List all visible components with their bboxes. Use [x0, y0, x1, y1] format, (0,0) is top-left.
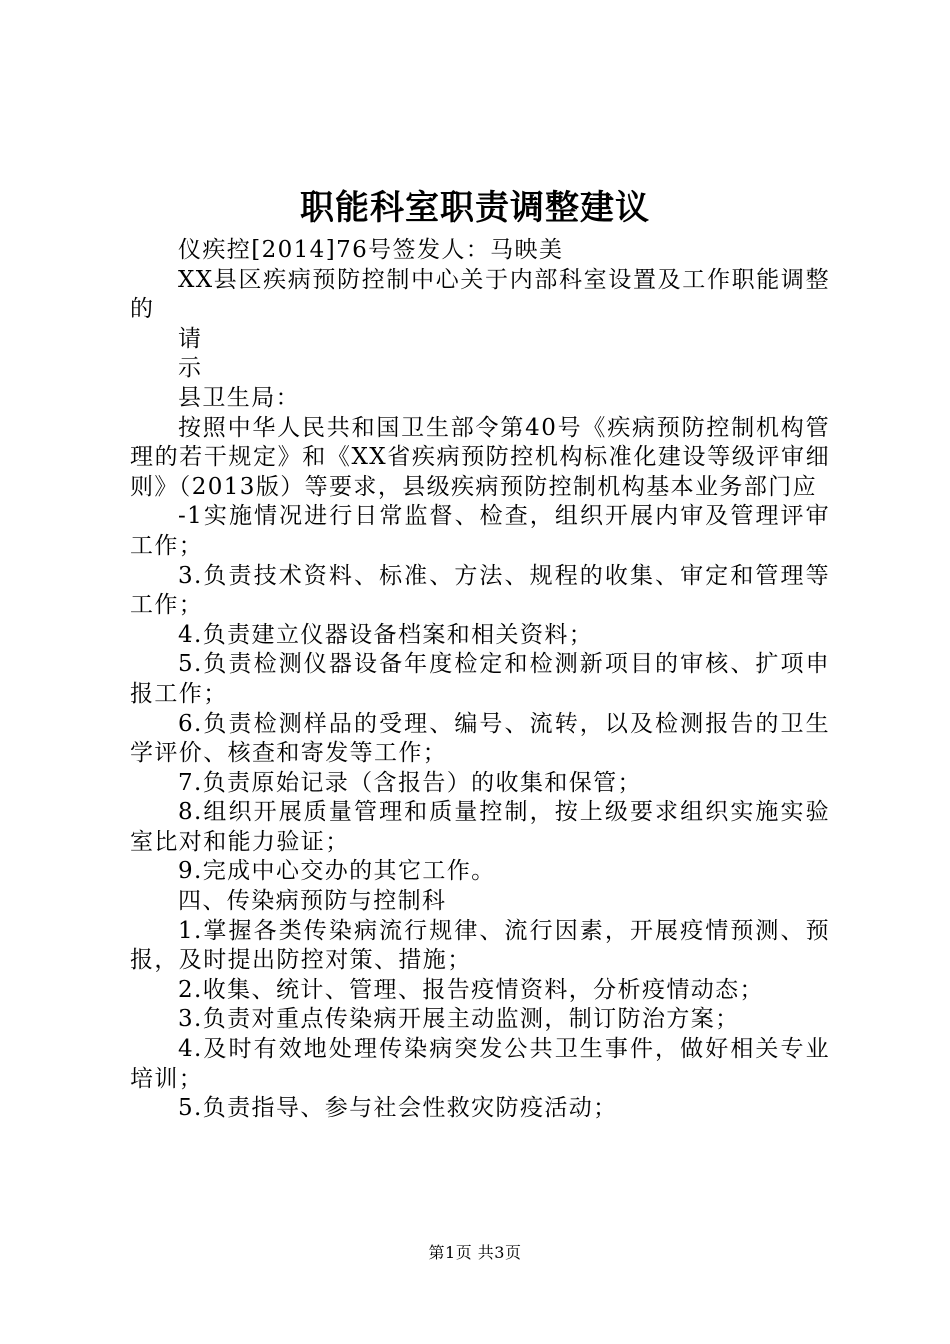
paragraph-item: 4.负责建立仪器设备档案和相关资料； — [178, 621, 594, 648]
paragraph-item: -1实施情况进行日常监督、检查，组织开展内审及管理评审工作； — [130, 503, 830, 559]
paragraph-item: 3.负责技术资料、标准、方法、规程的收集、审定和管理等工作； — [130, 562, 830, 619]
paragraph-item: 3.负责对重点传染病开展主动监测，制订防治方案； — [178, 1006, 740, 1033]
paragraph-item: 7.负责原始记录（含报告）的收集和保管； — [178, 769, 642, 796]
document-body — [130, 236, 830, 1124]
paragraph-item: 5.负责指导、参与社会性救灾防疫活动； — [178, 1095, 618, 1122]
paragraph-item: 9.完成中心交办的其它工作。 — [178, 858, 496, 885]
paragraph-request-char-2: 示 — [178, 355, 203, 382]
paragraph-item: 4.及时有效地处理传染病突发公共卫生事件，做好相关专业培训； — [130, 1036, 830, 1092]
section-heading: 四、传染病预防与控制科 — [178, 888, 447, 915]
paragraph-request-heading: XX县区疾病预防控制中心关于内部科室设置及工作职能调整的 — [130, 266, 830, 323]
paragraph-doc-number: 仪疾控[2014]76号签发人：马映美 — [178, 237, 564, 263]
document-title: 职能科室职责调整建议 — [300, 188, 650, 228]
paragraph-item: 2.收集、统计、管理、报告疫情资料，分析疫情动态； — [178, 976, 764, 1003]
paragraph-item: 1.掌握各类传染病流行规律、流行因素，开展疫情预测、预报，及时提出防控对策、措施； — [130, 917, 830, 974]
paragraph-request-char-1: 请 — [178, 325, 203, 352]
paragraph-item: 8.组织开展质量管理和质量控制，按上级要求组织实施实验室比对和能力验证； — [130, 799, 830, 855]
paragraph-addressee: 县卫生局： — [178, 384, 300, 411]
paragraph-intro: 按照中华人民共和国卫生部令第40号《疾病预防控制机构管理的若干规定》和《XX省疾病预防控机构标准化建设等级评审细则》（2013版）等要求，县级疾病预防控制机构基本业务部门应 — [130, 414, 830, 500]
paragraph-item: 6.负责检测样品的受理、编号、流转，以及检测报告的卫生学评价、核查和寄发等工作； — [130, 710, 830, 767]
paragraph-item: 5.负责检测仪器设备年度检定和检测新项目的审核、扩项申报工作； — [130, 651, 830, 707]
page-footer: 第1页 共3页 — [428, 1243, 522, 1262]
